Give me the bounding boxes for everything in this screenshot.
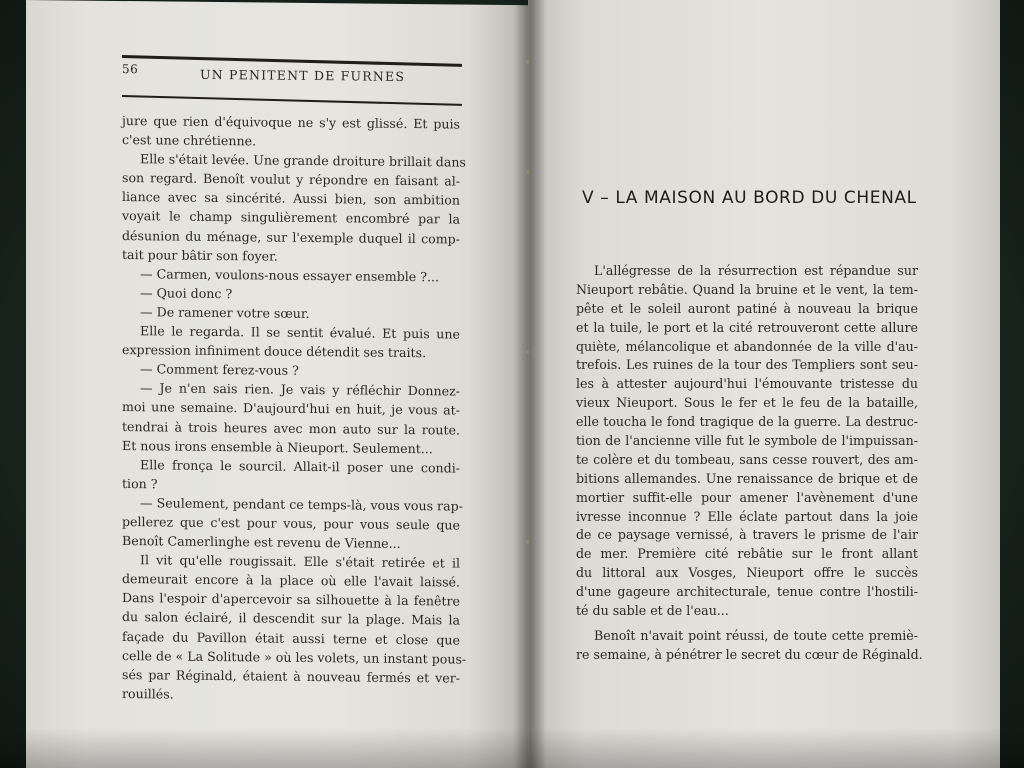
text-line: tion ? xyxy=(122,475,158,492)
right-page xyxy=(528,0,1000,768)
text-line: té du sable et de l'eau... xyxy=(576,603,729,619)
text-line: du salon éclairé, il descendit sur la plage. Mais la xyxy=(122,609,460,628)
text-line: — Comment ferez-vous ? xyxy=(140,361,299,379)
text-line: jure que rien d'équivoque ne s'y est glissé. Et puis xyxy=(122,113,460,132)
header-rule-bottom xyxy=(122,95,462,106)
text-line: Benoît n'avait point réussi, de toute cette premiè- xyxy=(594,627,918,643)
text-line: Dans l'espoir d'apercevoir sa silhouette à la fenêtre xyxy=(122,590,460,609)
text-line: pellerez que c'est pour vous, pour vous seule que xyxy=(122,513,460,533)
text-line: tait pour bâtir son foyer. xyxy=(122,246,278,264)
text-line: — Carmen, voulons-nous essayer ensemble ?... xyxy=(140,265,439,285)
text-line: Elle s'était levée. Une grande droiture brillait dans xyxy=(140,151,466,170)
text-line: moi une semaine. D'aujourd'hui en huit, je vous at- xyxy=(122,399,460,418)
text-line: tendrai à trois heures avec mon auto sur la route. xyxy=(122,418,460,438)
text-line: Il vit qu'elle rougissait. Elle s'était retirée et il xyxy=(140,552,460,571)
text-line: voyait le champ singulièrement encombré par la xyxy=(122,208,460,228)
binding-stitch xyxy=(526,170,530,174)
text-line: c'est une chrétienne. xyxy=(122,132,257,149)
text-line: du littoral aux Vosges, Nieuport offre le succès xyxy=(576,565,918,581)
text-line: mortier suffit-elle pour amener l'avènement d'une xyxy=(576,489,918,505)
text-line: Elle le regarda. Il se sentit évalué. Et puis une xyxy=(140,323,460,342)
running-title: UN PENITENT DE FURNES xyxy=(200,66,406,84)
text-line: Nieuport rebâtie. Quand la bruine et le vent, la tem- xyxy=(576,281,918,297)
left-page xyxy=(26,0,530,768)
text-line: sés par Réginald, étaient à nouveau fermés et ver- xyxy=(122,666,460,686)
text-line: vieux Nieuport. Sous le fer et le feu de la bataille, xyxy=(576,395,918,411)
text-line: expression infiniment douce détendit ses traits. xyxy=(122,342,427,361)
header-rule-top xyxy=(122,55,462,67)
text-line: liance avec sa sincérité. Aussi bien, son ambition xyxy=(122,189,460,208)
text-line: rouillés. xyxy=(122,685,174,702)
right-page-text xyxy=(576,262,923,665)
text-line: trefois. Les ruines de la tour des Templiers sont seu- xyxy=(576,357,918,373)
running-head xyxy=(122,55,462,107)
text-line: Benoît Camerlinghe est revenu de Vienne... xyxy=(122,533,401,551)
text-line: d'une gageure architecturale, tenue contre l'hostili- xyxy=(576,584,918,600)
binding-stitch xyxy=(526,60,530,64)
text-line: bitions allemandes. Une renaissance de brique et de xyxy=(576,470,918,486)
chapter-title: V – LA MAISON AU BORD DU CHENAL xyxy=(582,188,917,208)
binding-stitch xyxy=(526,350,530,354)
text-line: re semaine, à pénétrer le secret du cœur de Réginald. xyxy=(576,646,923,662)
text-line: pête et le soleil auront patiné à nouveau la brique xyxy=(576,300,918,316)
text-line: Et nous irons ensemble à Nieuport. Seulement... xyxy=(122,437,433,456)
text-line: les à attester aujourd'hui l'émouvante tristesse du xyxy=(576,376,918,392)
left-page-text xyxy=(122,111,467,706)
page-number: 56 xyxy=(122,62,139,77)
text-line: et la tuile, le port et la cité retrouveront cette allure xyxy=(576,319,918,335)
text-line: façade du Pavillon était aussi terne et close que xyxy=(122,628,460,648)
text-line: te colère et du tombeau, sans cesse rouvert, des am- xyxy=(576,451,918,467)
text-line: elle toucha le fond tragique de la guerre. La destruc- xyxy=(576,414,918,430)
text-line: son regard. Benoît voulut y répondre en faisant al- xyxy=(122,170,460,189)
text-line: — Je n'en sais rien. Je vais y réfléchir Donnez- xyxy=(140,380,460,399)
text-line: tion de l'ancienne ville fut le symbole de l'impuissan- xyxy=(576,433,918,449)
text-line: de ce paysage vernissé, à travers le prisme de l'air xyxy=(576,527,918,543)
text-line: de mer. Première cité rebâtie sur le front allant xyxy=(576,546,918,562)
text-line: ivresse inconnue ? Elle éclate partout dans la joie xyxy=(576,508,918,524)
text-line: celle de « La Solitude » où les volets, un instant pous- xyxy=(122,647,467,667)
text-line: quiète, mélancolique et abandonnée de la ville d'au- xyxy=(576,338,918,354)
text-line: Elle fronça le sourcil. Allait-il poser une condi- xyxy=(140,456,460,476)
text-line: — De ramener votre sœur. xyxy=(140,304,310,321)
text-line: — Seulement, pendant ce temps-là, vous vous rap- xyxy=(140,495,463,514)
text-line: — Quoi donc ? xyxy=(140,285,233,302)
text-line: L'allégresse de la résurrection est répandue sur xyxy=(594,263,918,278)
binding-stitch xyxy=(526,540,530,544)
text-line: demeurait encore à la place où elle l'avait laissé. xyxy=(122,571,460,590)
text-line: désunion du ménage, sur l'exemple duquel il comp- xyxy=(122,227,460,247)
